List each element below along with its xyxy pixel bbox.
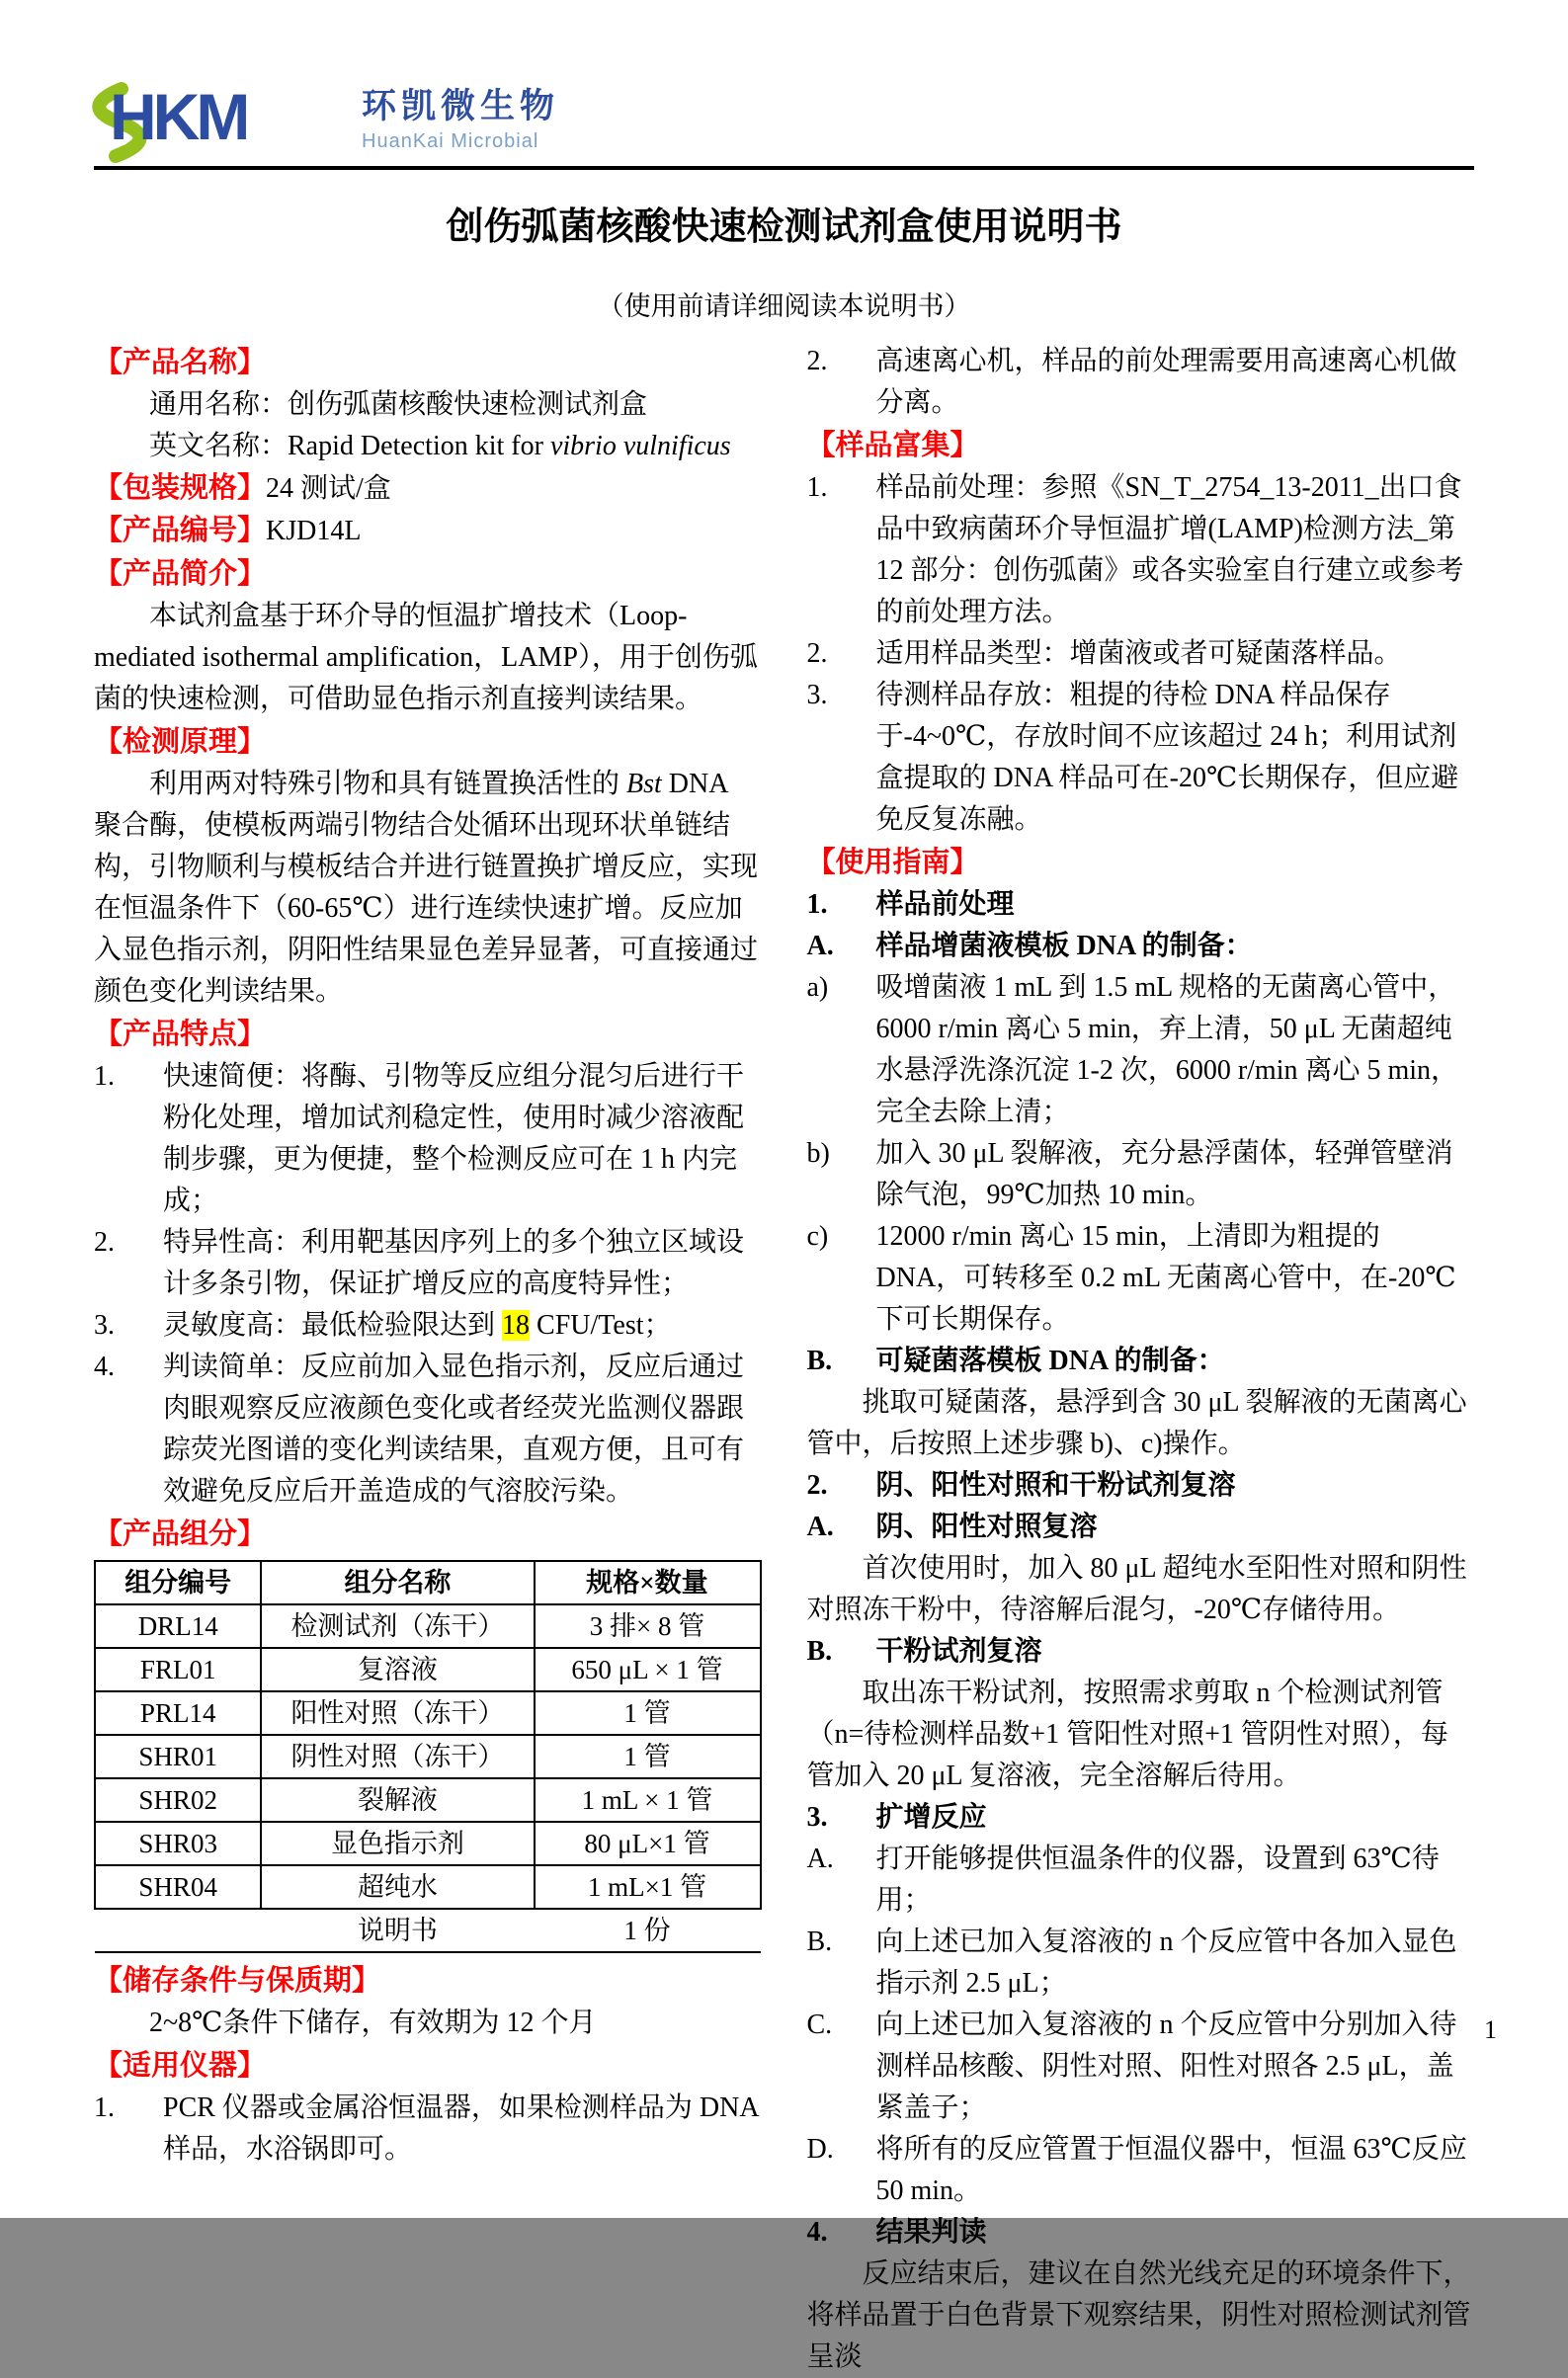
guide-step-3-C <box>807 2005 1475 2129</box>
list-marker: A. <box>806 931 834 961</box>
section-heading-principle: 【检测原理】 <box>94 726 267 758</box>
section-heading-features: 【产品特点】 <box>94 1019 267 1050</box>
list-marker: 2. <box>806 1470 828 1501</box>
table-cell: 超纯水 <box>261 1865 534 1909</box>
feature-3-pre: 灵敏度高：最低检验限达到 <box>163 1310 503 1341</box>
list-marker: 1. <box>806 472 828 503</box>
guide-substep-c <box>807 1216 1475 1341</box>
guide-step-2b-body: 取出冻干粉试剂，按照需求剪取 n 个检测试剂管（n=待检测样品数+1 管阳性对照+1 管阴性对照），每管加入 20 μL 复溶液，完全溶解后待用。 <box>806 1678 1448 1791</box>
guide-substep-a <box>807 967 1475 1133</box>
table-cell: 1 管 <box>535 1691 761 1735</box>
list-item-instrument-1 <box>94 2088 762 2171</box>
guide-step-1b-body: 挑取可疑菌落，悬浮到含 30 μL 裂解液的无菌离心管中，后按照上述步骤 b)、c)操作。 <box>806 1387 1467 1459</box>
section-heading-components: 【产品组分】 <box>94 1518 267 1550</box>
list-marker: 1. <box>94 2092 115 2123</box>
list-text: 结果判读 <box>875 2217 987 2248</box>
table-cell: SHR03 <box>95 1822 261 1865</box>
right-column <box>807 341 1475 2378</box>
list-marker: 1. <box>806 889 828 920</box>
list-marker: 4. <box>94 1352 115 1382</box>
table-cell: DRL14 <box>95 1604 261 1648</box>
list-text: 待测样品存放：粗提的待检 DNA 样品保存于-4~0℃，存放时间不应该超过 24 h；利用试剂盒提取的 DNA 样品可在-20℃长期保存，但应避免反复冻融。 <box>875 680 1459 835</box>
list-item-enrichment-2 <box>807 633 1475 675</box>
list-text: 干粉试剂复溶 <box>875 1636 1042 1667</box>
list-marker: C. <box>806 2009 833 2040</box>
table-row <box>95 1604 761 1648</box>
list-text: PCR 仪器或金属浴恒温器，如果检测样品为 DNA 样品，水浴锅即可。 <box>163 2092 759 2165</box>
line-packing <box>94 467 762 510</box>
section-heading-instruments: 【适用仪器】 <box>94 2050 267 2082</box>
list-text <box>163 1310 672 1341</box>
table-cell: 阳性对照（冻干） <box>261 1691 534 1735</box>
highlighted-value: 18 <box>502 1310 531 1341</box>
components-table <box>94 1560 762 1953</box>
table-cell: 裂解液 <box>261 1778 534 1822</box>
table-cell: 1 mL × 1 管 <box>535 1778 761 1822</box>
table-header-cell: 组分编号 <box>95 1561 261 1604</box>
list-text: 12000 r/min 离心 15 min，上清即为粗提的 DNA，可转移至 0.2 mL 无菌离心管中，在-20℃下可长期保存。 <box>875 1221 1456 1335</box>
table-cell <box>95 1909 261 1952</box>
list-marker: 2. <box>806 638 828 669</box>
table-header-cell: 规格×数量 <box>535 1561 761 1604</box>
list-item-feature-1 <box>94 1056 762 1222</box>
guide-step-3-A <box>807 1839 1475 1922</box>
guide-step-4-title <box>807 2212 1475 2254</box>
table-row <box>95 1778 761 1822</box>
list-marker: B. <box>806 1346 833 1376</box>
list-text: 判读简单：反应前加入显色指示剂，反应后通过肉眼观察反应液颜色变化或者经荧光监测仪器跟踪荧光图谱的变化判读结果，直观方便，且可有效避免反应后开盖造成的气溶胶污染。 <box>163 1352 745 1507</box>
section-heading-intro: 【产品简介】 <box>94 558 267 590</box>
product-code-value: KJD14L <box>266 516 362 546</box>
line-product-code <box>94 510 762 552</box>
list-text: 适用样品类型：增菌液或者可疑菌落样品。 <box>875 638 1402 669</box>
list-text: 阴、阳性对照和干粉试剂复溶 <box>875 1470 1236 1501</box>
list-text: 样品前处理 <box>875 889 1015 920</box>
logo-names <box>362 87 559 154</box>
list-text: 阴、阳性对照复溶 <box>875 1512 1098 1542</box>
guide-step-4-body: 反应结束后，建议在自然光线充足的环境条件下，将样品置于白色背景下观察结果，阴性对照检测试剂管呈淡 <box>806 2258 1471 2372</box>
table-cell: 1 管 <box>535 1735 761 1778</box>
list-text: 可疑菌落模板 DNA 的制备： <box>875 1346 1225 1376</box>
list-item-enrichment-3 <box>807 675 1475 841</box>
table-cell: 80 μL×1 管 <box>535 1822 761 1865</box>
left-column <box>94 341 762 2171</box>
list-marker: A. <box>806 1512 834 1542</box>
list-marker: b) <box>806 1138 830 1169</box>
list-text: 将所有的反应管置于恒温仪器中，恒温 63℃反应 50 min。 <box>875 2134 1467 2206</box>
guide-step-2b-title <box>807 1631 1475 1673</box>
list-marker: 2. <box>806 346 828 376</box>
guide-step-2-title <box>807 1465 1475 1507</box>
table-row <box>95 1865 761 1909</box>
section-heading-guide: 【使用指南】 <box>806 847 979 878</box>
table-cell: 检测试剂（冻干） <box>261 1604 534 1648</box>
company-logo <box>94 81 559 160</box>
section-heading-product-code: 【产品编号】 <box>94 515 267 546</box>
page-number: 1 <box>1484 2015 1497 2044</box>
list-marker: B. <box>806 1636 833 1667</box>
principle-bst-italic: Bst <box>626 769 662 799</box>
list-marker: 4. <box>806 2217 828 2248</box>
list-marker: A. <box>806 1844 834 1874</box>
paragraph-english-name <box>94 426 762 467</box>
list-text: 向上述已加入复溶液的 n 个反应管中分别加入待测样品核酸、阴性对照、阳性对照各 2.5 μL，盖紧盖子； <box>875 2009 1457 2123</box>
list-text: 扩增反应 <box>875 1802 987 1833</box>
table-cell: FRL01 <box>95 1648 261 1691</box>
guide-step-3-title <box>807 1797 1475 1839</box>
table-row <box>95 1691 761 1735</box>
table-row-manual <box>95 1909 761 1952</box>
list-item-feature-2 <box>94 1222 762 1305</box>
list-marker: 3. <box>806 680 828 710</box>
section-heading-packing: 【包装规格】 <box>94 472 267 504</box>
table-cell: 650 μL × 1 管 <box>535 1648 761 1691</box>
list-text: 打开能够提供恒温条件的仪器，设置到 63℃待用； <box>875 1844 1440 1916</box>
table-header-cell: 组分名称 <box>261 1561 534 1604</box>
table-cell: SHR02 <box>95 1778 261 1822</box>
english-name-prefix: 英文名称：Rapid Detection kit for <box>149 431 550 461</box>
logo-name-cn: 环凯微生物 <box>362 87 560 125</box>
list-text: 高速离心机，样品的前处理需要用高速离心机做分离。 <box>875 346 1457 418</box>
list-marker: 1. <box>94 1061 115 1092</box>
principle-part1: 利用两对特殊引物和具有链置换活性的 <box>149 769 627 799</box>
list-marker: D. <box>806 2134 834 2165</box>
feature-3-post: CFU/Test； <box>530 1310 672 1341</box>
list-item-feature-3 <box>94 1305 762 1347</box>
table-cell: 3 排× 8 管 <box>535 1604 761 1648</box>
two-column-body <box>94 341 1474 2378</box>
table-row <box>95 1735 761 1778</box>
guide-step-1b-title <box>807 1341 1475 1382</box>
guide-step-1-title <box>807 884 1475 926</box>
guide-step-1a-title <box>807 926 1475 967</box>
page-subtitle: （使用前请详细阅读本说明书） <box>597 291 971 321</box>
english-name-latin: vibrio vulnificus <box>549 431 731 461</box>
list-item-feature-4 <box>94 1347 762 1513</box>
table-row <box>95 1648 761 1691</box>
list-marker: 2. <box>94 1227 115 1258</box>
list-text: 吸增菌液 1 mL 到 1.5 mL 规格的无菌离心管中，6000 r/min 离心 5 min，弃上清，50 μL 无菌超纯水悬浮洗涤沉淀 1-2 次，6000 r/min 离心 5 min，完全去除上清； <box>875 972 1459 1127</box>
paragraph-storage: 2~8℃条件下储存，有效期为 12 个月 <box>149 2008 597 2038</box>
table-cell: 复溶液 <box>261 1648 534 1691</box>
guide-step-3-D <box>807 2129 1475 2212</box>
page-title: 创伤弧菌核酸快速检测试剂盒使用说明书 <box>446 206 1122 248</box>
list-text: 加入 30 μL 裂解液，充分悬浮菌体，轻弹管壁消除气泡，99℃加热 10 min。 <box>875 1138 1453 1210</box>
logo-mark <box>94 81 356 160</box>
section-heading-product-name: 【产品名称】 <box>94 347 267 378</box>
list-text: 样品前处理：参照《SN_T_2754_13-2011_出口食品中致病菌环介导恒温扩增(LAMP)检测方法_第 12 部分：创伤弧菌》或各实验室自行建立或参考的前处理方法。 <box>875 472 1464 627</box>
list-item-instrument-2 <box>807 341 1475 424</box>
list-marker: 3. <box>94 1310 115 1341</box>
list-marker: a) <box>806 972 829 1003</box>
logo-name-en: HuanKai Microbial <box>362 130 539 152</box>
list-text: 特异性高：利用靶基因序列上的多个独立区域设计多条引物，保证扩增反应的高度特异性； <box>163 1227 745 1299</box>
table-cell: SHR01 <box>95 1735 261 1778</box>
guide-substep-b <box>807 1133 1475 1216</box>
principle-part2: DNA 聚合酶，使模板两端引物结合处循环出现环状单链结构，引物顺利与模板结合并进行链置换扩增反应，实现在恒温条件下（60-65℃）进行连续快速扩增。反应加入显色指示剂，阴阳性结果显色差异显著，可直接通过颜色变化判读结果。 <box>94 769 759 1007</box>
list-marker: B. <box>806 1927 833 1957</box>
paragraph-intro: 本试剂盒基于环介导的恒温扩增技术（Loop-mediated isothermal amplification，LAMP），用于创伤弧菌的快速检测，可借助显色指示剂直接判读结果。 <box>94 601 758 714</box>
table-cell: 1 mL×1 管 <box>535 1865 761 1909</box>
logo-acronym: HKM <box>110 80 247 153</box>
table-header-row <box>95 1561 761 1604</box>
table-cell: 阴性对照（冻干） <box>261 1735 534 1778</box>
packing-value: 24 测试/盒 <box>266 473 391 504</box>
list-text: 向上述已加入复溶液的 n 个反应管中各加入显色指示剂 2.5 μL； <box>875 1927 1457 1999</box>
paragraph-generic-name: 通用名称：创伤弧菌核酸快速检测试剂盒 <box>149 389 648 420</box>
table-row <box>95 1822 761 1865</box>
table-cell: PRL14 <box>95 1691 261 1735</box>
guide-step-2a-body: 首次使用时，加入 80 μL 超纯水至阳性对照和阴性对照冻干粉中，待溶解后混匀，-20℃存储待用。 <box>806 1553 1467 1625</box>
table-cell: 1 份 <box>535 1909 761 1952</box>
section-heading-enrichment: 【样品富集】 <box>806 430 979 461</box>
section-heading-storage: 【储存条件与保质期】 <box>94 1965 381 1997</box>
table-cell: 显色指示剂 <box>261 1822 534 1865</box>
guide-step-2a-title <box>807 1507 1475 1548</box>
table-cell: SHR04 <box>95 1865 261 1909</box>
paragraph-principle <box>94 764 762 1013</box>
list-marker: c) <box>806 1221 829 1252</box>
list-text: 样品增菌液模板 DNA 的制备： <box>875 931 1253 961</box>
table-cell: 说明书 <box>261 1909 534 1952</box>
list-marker: 3. <box>806 1802 828 1833</box>
header-rule <box>94 166 1474 170</box>
list-item-enrichment-1 <box>807 467 1475 633</box>
list-text: 快速简便：将酶、引物等反应组分混匀后进行干粉化处理，增加试剂稳定性，使用时减少溶液配制步骤，更为便捷，整个检测反应可在 1 h 内完成； <box>163 1061 745 1216</box>
guide-step-3-B <box>807 1922 1475 2005</box>
